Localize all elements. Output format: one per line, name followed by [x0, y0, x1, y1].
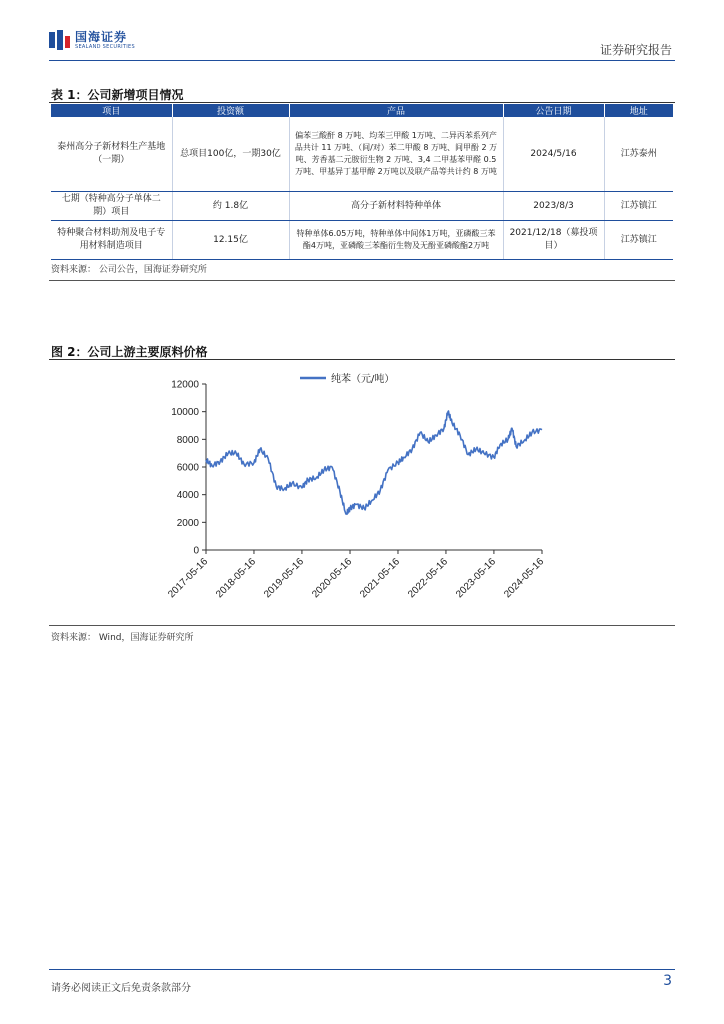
- investment-cell: 总项目100亿，一期30亿: [172, 117, 289, 192]
- report-type: 证券研究报告: [599, 43, 672, 57]
- location-cell: 江苏镇江: [604, 221, 673, 260]
- project-cell: 特种聚合材料助剂及电子专用材料制造项目: [51, 221, 172, 260]
- table-bottom-rule: [49, 280, 675, 281]
- footer-divider: [49, 969, 675, 970]
- y-tick-label: 10000: [171, 407, 199, 419]
- location-cell: 江苏泰州: [604, 117, 673, 192]
- column-header: 产品: [289, 104, 503, 117]
- column-header: 公告日期: [503, 104, 604, 117]
- company-logo: [49, 30, 135, 50]
- table-title: 表 1：公司新增项目情况: [51, 88, 184, 102]
- location-cell: 江苏镇江: [604, 192, 673, 221]
- y-tick-label: 0: [193, 545, 199, 557]
- project-cell: 七期（特种高分子单体二期）项目: [51, 192, 172, 221]
- column-header: 项目: [51, 104, 172, 117]
- y-tick-label: 4000: [176, 490, 199, 502]
- chart-bottom-rule: [49, 625, 675, 626]
- date-cell: 2023/8/3: [503, 192, 604, 221]
- benzene-price-chart: [150, 366, 570, 621]
- investment-cell: 12.15亿: [172, 221, 289, 260]
- x-axis: [166, 550, 546, 600]
- column-header: 地址: [604, 104, 673, 117]
- chart-top-rule: [49, 359, 675, 360]
- projects-table: [51, 104, 673, 260]
- chart-source: 资料来源： Wind，国海证券研究所: [51, 633, 194, 643]
- disclaimer-note: 请务必阅读正文后免责条款部分: [51, 983, 191, 994]
- table-row: [51, 117, 673, 192]
- x-tick-label: 2022-05-16: [406, 556, 451, 601]
- investment-cell: 约 1.8亿: [172, 192, 289, 221]
- x-tick-label: 2024-05-16: [502, 556, 547, 601]
- series-line: [206, 411, 542, 514]
- table-header-row: [51, 104, 673, 117]
- logo-name: 国海证券: [75, 29, 128, 44]
- product-cell: 特种单体6.05万吨，特种单体中间体1万吨，亚磷酸三苯酯4万吨，亚磷酸三苯酯衍生物及无酚亚磷酸酯2万吨: [289, 221, 503, 260]
- project-cell: 泰州高分子新材料生产基地（一期）: [51, 117, 172, 192]
- y-axis: [171, 380, 206, 557]
- table-row: [51, 192, 673, 221]
- x-tick-label: 2017-05-16: [166, 556, 211, 601]
- table-source: 资料来源： 公司公告，国海证券研究所: [51, 265, 207, 275]
- x-tick-label: 2018-05-16: [214, 556, 259, 601]
- y-tick-label: 2000: [176, 517, 199, 529]
- product-cell: 高分子新材料特种单体: [289, 192, 503, 221]
- chart-legend: [300, 372, 394, 385]
- table-top-rule: [49, 102, 675, 103]
- y-tick-label: 6000: [176, 462, 199, 474]
- date-cell: 2024/5/16: [503, 117, 604, 192]
- product-cell: 偏苯三酸酐 8 万吨、均苯三甲酸 1万吨、二异丙苯系列产品共计 11 万吨、（间/对）苯二甲酸 8 万吨、间甲酚 2 万吨、芳香基二元胺衍生物 2 万吨、3,4 二甲基苯甲醛 0.5 万吨、甲基异丁基甲醇 2万吨以及联产品等共计约 8 万吨: [289, 117, 503, 192]
- x-tick-label: 2020-05-16: [310, 556, 355, 601]
- x-tick-label: 2019-05-16: [262, 556, 307, 601]
- logo-name-en: SEALAND SECURITIES: [75, 43, 135, 50]
- x-tick-label: 2021-05-16: [358, 556, 403, 601]
- table-row: [51, 221, 673, 260]
- y-tick-label: 8000: [176, 434, 199, 446]
- header-divider: [49, 60, 675, 61]
- legend-label: 纯苯（元/吨）: [331, 374, 395, 385]
- date-cell: 2021/12/18（募投项目）: [503, 221, 604, 260]
- y-tick-label: 12000: [171, 379, 199, 391]
- chart-title: 图 2：公司上游主要原料价格: [51, 345, 208, 359]
- x-tick-label: 2023-05-16: [454, 556, 499, 601]
- plot-area: [206, 411, 542, 514]
- column-header: 投资额: [172, 104, 289, 117]
- page-number: 3: [663, 973, 672, 989]
- logo-icon: [49, 30, 71, 50]
